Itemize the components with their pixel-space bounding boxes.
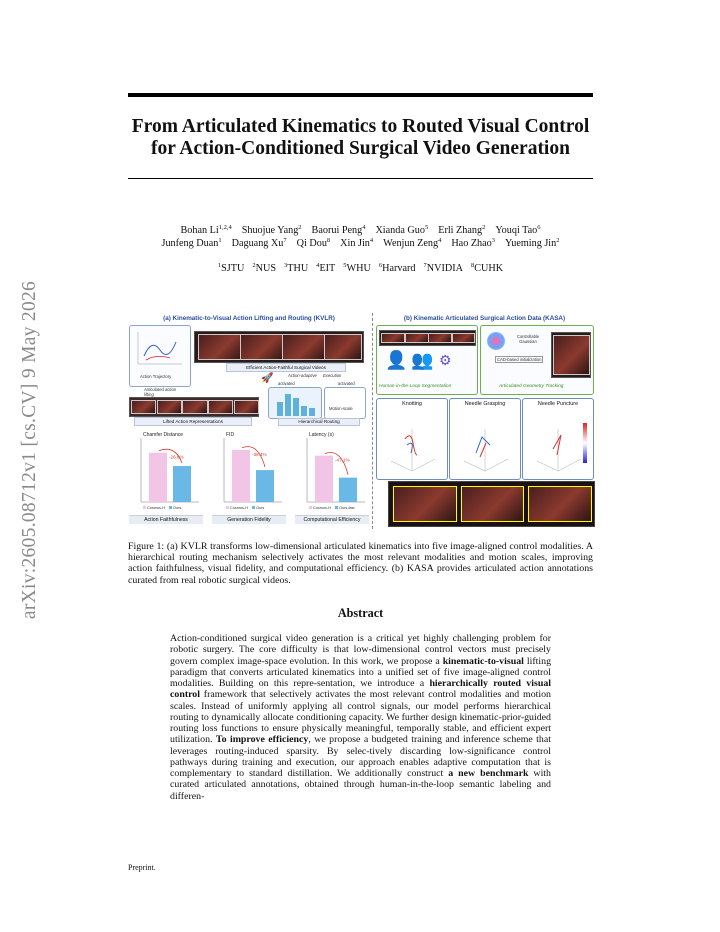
chart-action-faithfulness: [129, 428, 203, 524]
articulated-lifting-label: Articulated action lifting: [144, 387, 177, 397]
paper-title: [128, 116, 593, 160]
figure-1: [128, 313, 593, 529]
task-needle-puncture: [522, 398, 594, 480]
bar-baseline: [232, 450, 250, 502]
affiliation: $^2$NUS: [252, 262, 276, 274]
figure-panel-kasa: [376, 313, 593, 529]
legend-label-baseline: Cosmos-H: [147, 506, 165, 510]
chart-caption-generation-fidelity: Generation Fidelity: [212, 515, 286, 524]
activated-label-2: activated: [338, 381, 355, 386]
emphasis-efficiency: To improve efficiency: [215, 734, 309, 746]
legend-label-baseline: Cosmos-H: [230, 506, 248, 510]
rocket-icon: 🚀: [261, 373, 274, 384]
efficient-videos-label: Efficient Action-Faithful Surgical Videos: [226, 363, 346, 372]
model-icon: ⚙: [439, 352, 452, 368]
action-trajectory-label: Action Trajectory: [140, 374, 172, 379]
affiliation: $^7$NVIDIA: [423, 262, 463, 274]
legend-swatch-baseline: [143, 506, 146, 509]
emphasis-kinematic-to-visual: kinematic-to-visual: [442, 655, 524, 667]
bar-ours: [339, 478, 357, 502]
chart-caption-computational-efficiency: Computational Efficiency: [295, 515, 369, 524]
motion-scale-label: Motion-scale: [329, 406, 353, 411]
panel-a-title: (a) Kinematic-to-Visual Action Lifting and Routing (KVLR): [163, 315, 335, 322]
motion-scale-box: [324, 387, 366, 419]
delta-label: -47.1%: [335, 457, 350, 463]
arxiv-identifier: arXiv:2605.08712v1 [cs.CV] 9 May 2026: [19, 280, 41, 619]
lifted-representation-frames: [129, 397, 259, 417]
title-top-rule: [128, 93, 593, 97]
chart-title: Latency (s): [309, 432, 334, 438]
author-name: Hao Zhao$^3$: [451, 237, 496, 249]
figure-panel-kvlr: [128, 313, 370, 529]
legend-swatch-ours: [335, 506, 338, 509]
legend-swatch-ours: [169, 506, 172, 509]
abstract-body: [170, 633, 551, 802]
delta-label: -26.6%: [169, 454, 184, 460]
author-row-1: [128, 224, 593, 237]
controllable-gaussian-label: Controllable Gaussian: [516, 334, 540, 344]
author-name: Bohan Li$^{1,2,4}$: [180, 224, 232, 236]
efficient-video-frames: [194, 331, 364, 363]
legend-label-ours: Ours: [256, 506, 265, 510]
author-list: [128, 224, 593, 250]
panel-b-title: (b) Kinematic Articulated Surgical Action Data (KASA): [403, 315, 566, 322]
bar-baseline: [149, 453, 167, 502]
title-bottom-rule: [128, 178, 593, 179]
human-loop-box: [376, 325, 478, 395]
author-row-2: [128, 237, 593, 250]
emphasis-routed-control: hierarchically routed visual control: [170, 678, 551, 701]
hierarchical-routing-label: Hierarchical Routing: [278, 418, 360, 426]
emphasis-benchmark: a new benchmark: [448, 768, 529, 779]
author-name: Qi Dou$^8$: [296, 237, 331, 249]
affiliation: $^8$CUHK: [470, 262, 504, 274]
action-trajectory-box: [129, 325, 191, 387]
action-adaptive-label: Action-adaptive: [288, 373, 317, 378]
affiliation-list: [128, 263, 593, 274]
chart-generation-fidelity: [212, 428, 286, 524]
affiliation: $^4$EIT: [316, 262, 336, 274]
articulated-tracking-label: Articulated Geometry Tracking: [499, 384, 564, 389]
chart-caption-action-faithfulness: Action Faithfulness: [129, 515, 203, 524]
author-name: Youqi Tao$^6$: [495, 224, 541, 236]
articulated-tracking-box: [480, 325, 594, 395]
task-knotting: [376, 398, 448, 480]
legend-label-ours: Ours-fast: [339, 506, 355, 510]
chart-title: FID: [226, 432, 235, 438]
bar-ours: [256, 470, 274, 502]
author-name: Wenjun Zeng$^4$: [383, 237, 442, 249]
lifted-representations-label: Lifted Action Representations: [134, 417, 252, 426]
annotator-icon: 👤: [385, 350, 408, 370]
chart-computational-efficiency-plot: [295, 428, 369, 524]
trajectory-plot: [130, 326, 190, 372]
affiliation: $^6$Harvard: [378, 262, 416, 274]
figure-caption: Figure 1: (a) KVLR transforms low-dimensional articulated kinematics into five image-aligned control modalities. A hierarchical routing mechanism selectively activates the most relevant modalities and motion scales, improving action faithfulness, visual fidelity, and computational efficiency. (b) KASA provides articulated action annotations curated from real robotic surgical videos.: [128, 541, 593, 586]
author-name: Yueming Jin$^2$: [505, 237, 560, 249]
legend-swatch-baseline: [309, 506, 312, 509]
abstract-paragraph: Action-conditioned surgical video generation is a critical yet highly challenging problem for robotic surgery. The core difficulty is that low-dimensional control vectors must precisely govern complex image-space evolution. In this work, we propose a kinematic-to-visual lifting paradigm that converts articulated kinematics into a unified set of five image-aligned control modalities. Building on this repre-sentation, we introduce a hierarchically routed visual control framework that selectively activates the most relevant control modalities and motion scales. Instead of uniformly applying all control signals, our model performs hierarchical routing to dynamically allocate conditioning capacity. We further design kinematic-prior-guided routing loss functions to ensure physically meaningful, temporally stable, and efficient expert utilization. To improve efficiency, we propose a budgeted training and inference scheme that leverages routing-induced sparsity. By selec-tively discarding low-significance control pathways during training and execution, our approach enables adaptive computation that is complementary to standard distillation. We additionally construct a new benchmark with curated articulated annotations, obtained through human-in-the-loop semantic labeling and differen-: [170, 633, 552, 802]
author-name: Daguang Xu$^7$: [231, 237, 287, 249]
title-line-2: for Action-Conditioned Surgical Video Generation: [151, 138, 570, 159]
cad-init-label: CAD-based initialization: [497, 357, 542, 362]
author-name: Shuojue Yang$^2$: [241, 224, 302, 236]
task-needle-grasping: [449, 398, 521, 480]
legend-label-ours: Ours: [173, 506, 182, 510]
author-name: Xin Jin$^4$: [340, 237, 374, 249]
people-icon: 👥: [411, 350, 434, 370]
gaussian-icon: [487, 332, 505, 350]
activated-label-1: activated: [278, 381, 295, 386]
chart-action-faithfulness-plot: [129, 428, 203, 524]
execution-label: Execution: [323, 373, 342, 378]
legend-label-baseline: Cosmos-H: [313, 506, 331, 510]
affiliation: $^5$WHU: [343, 262, 371, 274]
task-knotting-title: Knotting: [402, 401, 422, 407]
author-name: Xianda Guo$^5$: [375, 224, 429, 236]
legend-swatch-baseline: [226, 506, 229, 509]
affiliation: $^1$SJTU: [217, 262, 245, 274]
author-name: Junfeng Duan$^1$: [161, 237, 222, 249]
preprint-footer: Preprint.: [128, 863, 156, 872]
chart-title: Chamfer Distance: [143, 432, 184, 438]
routing-histogram: [268, 387, 322, 419]
legend-swatch-ours: [252, 506, 255, 509]
delta-label: -38.4%: [252, 451, 267, 457]
title-line-1: From Articulated Kinematics to Routed Visual Control: [131, 116, 590, 137]
abstract-heading: Abstract: [337, 606, 384, 620]
bar-ours: [173, 466, 191, 502]
chart-generation-fidelity-plot: [212, 428, 286, 524]
task-needle-grasping-title: Needle Grasping: [464, 401, 506, 407]
task-needle-puncture-title: Needle Puncture: [537, 401, 579, 407]
figure-divider: [372, 313, 373, 529]
author-name: Erli Zhang$^2$: [438, 224, 486, 236]
bar-baseline: [315, 456, 333, 502]
human-loop-label: Human-in-the-Loop Segmentation: [379, 384, 452, 389]
affiliation: $^3$THU: [284, 262, 309, 274]
tracked-video-frames: [388, 481, 595, 527]
chart-computational-efficiency: [295, 428, 369, 524]
author-name: Baorui Peng$^4$: [311, 224, 366, 236]
